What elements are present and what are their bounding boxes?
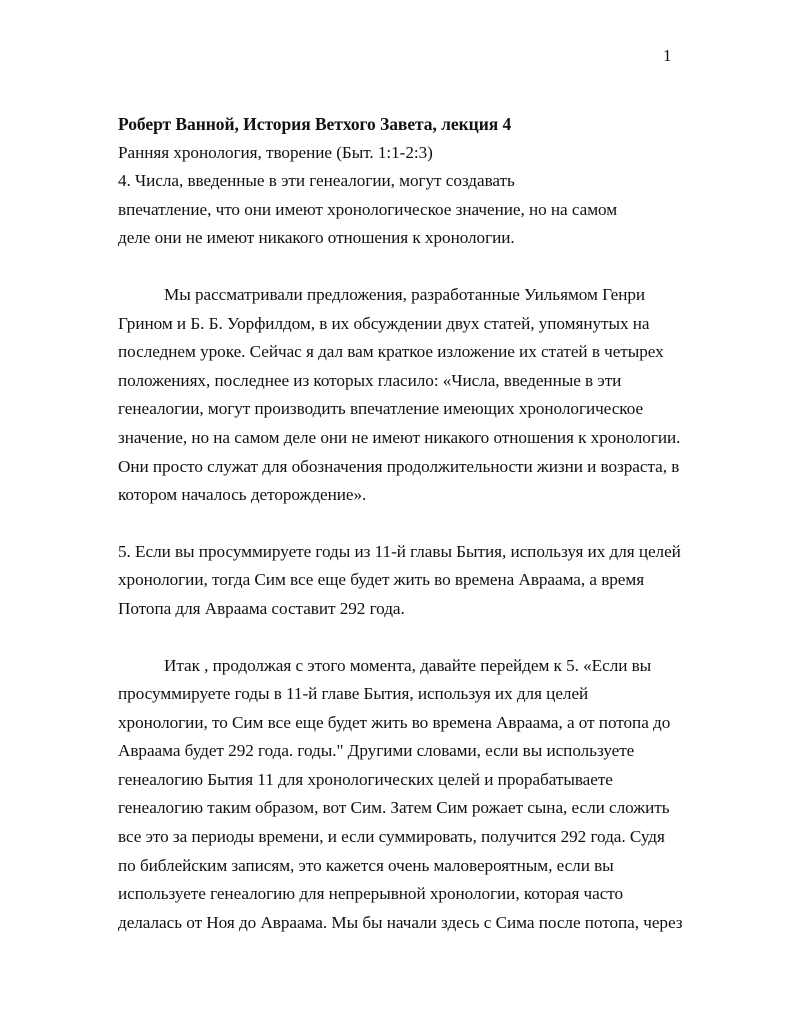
text-line: делалась от Ноя до Авраама. Мы бы начали здесь с Сима после потопа, через (118, 912, 683, 932)
text-line: положениях, последнее из которых гласило: «Числа, введенные в эти (118, 370, 622, 390)
text-line: Они просто служат для обозначения продолжительности жизни и возраста, в (118, 456, 680, 476)
text-line: используете генеалогию для непрерывной хронологии, которая часто (118, 884, 624, 904)
text-line: Итак , продолжая с этого момента, давайте перейдем к 5. «Если вы (164, 655, 652, 675)
page-number: 1 (663, 46, 672, 65)
paragraph-gap (118, 253, 693, 281)
text-line: хронологии, тогда Сим все еще будет жить во времена Авраама, а время (118, 570, 645, 590)
point-4-statement (118, 167, 693, 253)
lecture-subtitle: Ранняя хронология, творение (Быт. 1:1-2:3) (118, 142, 433, 162)
text-line: значение, но на самом деле они не имеют никакого отношения к хронологии. (118, 427, 681, 447)
text-line: последнем уроке. Сейчас я дал вам краткое изложение их статей в четырех (118, 342, 664, 362)
text-line: просуммируете годы в 11-й главе Бытия, используя их для целей (118, 684, 589, 704)
text-line: Мы рассматривали предложения, разработанные Уильямом Генри (164, 284, 646, 304)
paragraph-gap (118, 510, 693, 538)
paragraph-1 (118, 281, 693, 510)
paragraph-gap (118, 624, 693, 652)
text-line: деле они не имеют никакого отношения к хронологии. (118, 228, 515, 248)
text-line: котором началось деторождение». (118, 485, 367, 505)
text-line: по библейским записям, это кажется очень маловероятным, если вы (118, 855, 614, 875)
document-body (118, 110, 693, 937)
text-line: генеалогии, могут производить впечатление имеющих хронологическое (118, 399, 644, 419)
text-line: 4. Числа, введенные в эти генеалогии, могут создавать (118, 171, 515, 191)
text-line: генеалогию таким образом, вот Сим. Затем Сим рожает сына, если сложить (118, 798, 670, 818)
text-line: все это за периоды времени, и если суммировать, получится 292 года. Судя (118, 827, 665, 847)
text-line: Потопа для Авраама составит 292 года. (118, 598, 405, 618)
text-line: Авраама будет 292 года. годы." Другими словами, если вы используете (118, 741, 635, 761)
text-line: хронологии, то Сим все еще будет жить во времена Авраама, а от потопа до (118, 712, 671, 732)
text-line: 5. Если вы просуммируете годы из 11-й главы Бытия, используя их для целей (118, 541, 681, 561)
point-5-statement (118, 538, 693, 624)
text-line: впечатление, что они имеют хронологическое значение, но на самом (118, 199, 618, 219)
lecture-title: Роберт Ванной, История Ветхого Завета, лекция 4 (118, 114, 512, 134)
text-line: генеалогию Бытия 11 для хронологических целей и прорабатываете (118, 769, 613, 789)
paragraph-2 (118, 652, 693, 938)
text-line: Грином и Б. Б. Уорфилдом, в их обсуждении двух статей, упомянутых на (118, 313, 650, 333)
